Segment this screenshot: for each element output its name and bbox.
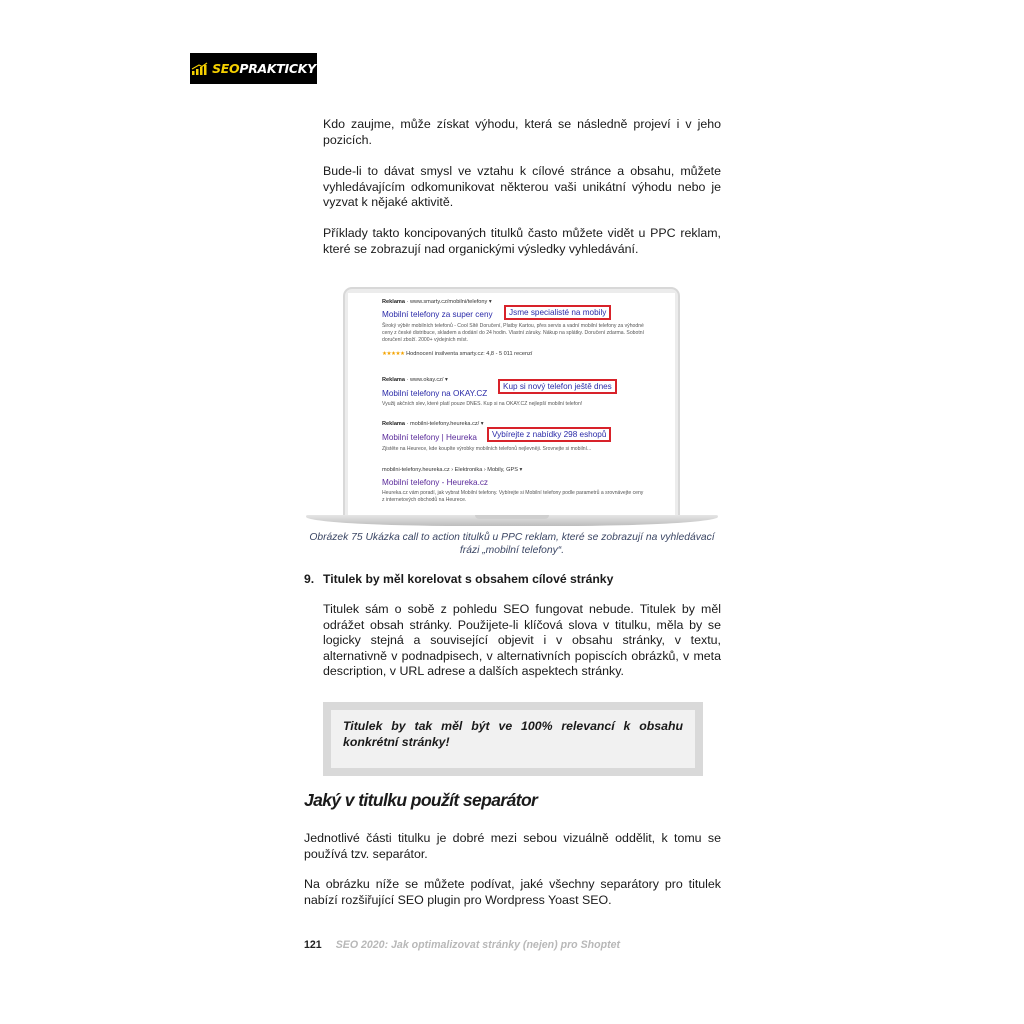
result-description: Heureka.cz vám poradí, jak vybrat Mobilní telefony. Vybírejte si Mobilní telefony podle parametrů a srovnávejte ceny z internetových obchodů na Heurece.	[382, 490, 644, 503]
star-rating: ★★★★★	[382, 351, 405, 357]
page-footer	[304, 939, 620, 951]
page-number: 121	[304, 939, 322, 951]
paragraph: Bude-li to dávat smysl ve vztahu k cílové stránce a obsahu, můžete vyhledávajícím odkomunikovat některou vaši unikátní výhodu nebo je vyzvat k nějaké aktivitě.	[323, 164, 721, 210]
paragraph: Na obrázku níže se můžete podívat, jaké všechny separátory pro titulek nabízí rozšiřující SEO plugin pro Wordpress Yoast SEO.	[304, 877, 721, 907]
highlighted-cta: Vybírejte z nabídky 298 eshopů	[487, 427, 611, 442]
laptop-notch	[475, 515, 549, 519]
ad-title: Mobilní telefony na OKAY.CZ	[382, 389, 488, 398]
ad-url-line: Reklama · www.smarty.cz/mobilni/telefony ▾	[382, 299, 492, 305]
ad-description: Využij akčních slev, které platí pouze DNES. Kup si na OKAY.CZ nejlepší mobilní telefon!	[382, 401, 583, 407]
paragraph: Kdo zaujme, může získat výhodu, která se následně projeví i v jeho pozicích.	[323, 117, 721, 147]
list-number: 9.	[304, 572, 315, 586]
paragraph: Příklady takto koncipovaných titulků často můžete vidět u PPC reklam, které se zobrazují nad organickými výsledky vyhledávání.	[323, 226, 721, 256]
result-title: Mobilní telefony - Heureka.cz	[382, 478, 489, 487]
figure-caption: Obrázek 75 Ukázka call to action titulků u PPC reklam, které se zobrazují na vyhledávací frázi „mobilní telefony“.	[309, 532, 715, 556]
paragraph: Jednotlivé části titulku je dobré mezi sebou vizuálně oddělit, k tomu se používá tzv. separátor.	[304, 831, 721, 861]
search-results-screenshot	[348, 293, 675, 515]
result-url-line: mobilni-telefony.heureka.cz › Elektronika › Mobily, GPS ▾	[382, 467, 523, 473]
ad-title: Mobilní telefony za super ceny	[382, 310, 493, 319]
paragraph: Titulek sám o sobě z pohledu SEO fungovat nebude. Titulek by měl odrážet obsah stránky. Použijete-li klíčová slova v titulku, měla by se logicky stejná a související objevit i v obsahu stránky, v textu, alternativně v podnadpisech, v alternativních popiscích obrázků, v meta description, v URL adrese a dalších aspektech stránky.	[323, 602, 721, 679]
ad-url-line: Reklama · mobilni-telefony.heureka.cz/ ▾	[382, 421, 484, 427]
ad-title: Mobilní telefony | Heureka	[382, 433, 477, 442]
highlighted-cta: Jsme specialisté na mobily	[504, 305, 611, 320]
list-heading-text: Titulek by měl korelovat s obsahem cílové stránky	[323, 572, 614, 586]
ad-url-line: Reklama · www.okay.cz/ ▾	[382, 377, 448, 383]
highlighted-cta: Kup si nový telefon ještě dnes	[498, 379, 617, 394]
logo-wordmark: SEOPRAKTICKY	[212, 61, 316, 76]
bar-chart-arrow-icon	[191, 62, 209, 76]
ad-description: Zjistěte na Heurece, kde koupíte výrobky mobilních telefonů nejlevněji. Srovnejte si mobilní...	[382, 446, 592, 452]
ad-description: Široký výběr mobilních telefonů - Cool Sítě Doručení, Platby Kartou, přes servis a vadní mobilní telefony za výhodné ceny z české distribuce, skladem a dodání do 24 hodin. Vlastní záruky. Nákup na splátky. Doručení zdarma. Sobotní doručení zboží. 2000+ výdejních míst.	[382, 323, 644, 343]
book-title: SEO 2020: Jak optimalizovat stránky (nejen) pro Shoptet	[335, 939, 621, 951]
section-heading: Jaký v titulku použít separátor	[304, 790, 538, 810]
callout-text: Titulek by tak měl být ve 100% relevancí k obsahu konkrétní stránky!	[331, 710, 695, 768]
ad-rating: ★★★★★ Hodnocení insilventa smarty.cz: 4,8 - 5 011 recenzí	[382, 351, 533, 357]
list-heading	[304, 572, 613, 586]
brand-logo	[190, 53, 317, 84]
